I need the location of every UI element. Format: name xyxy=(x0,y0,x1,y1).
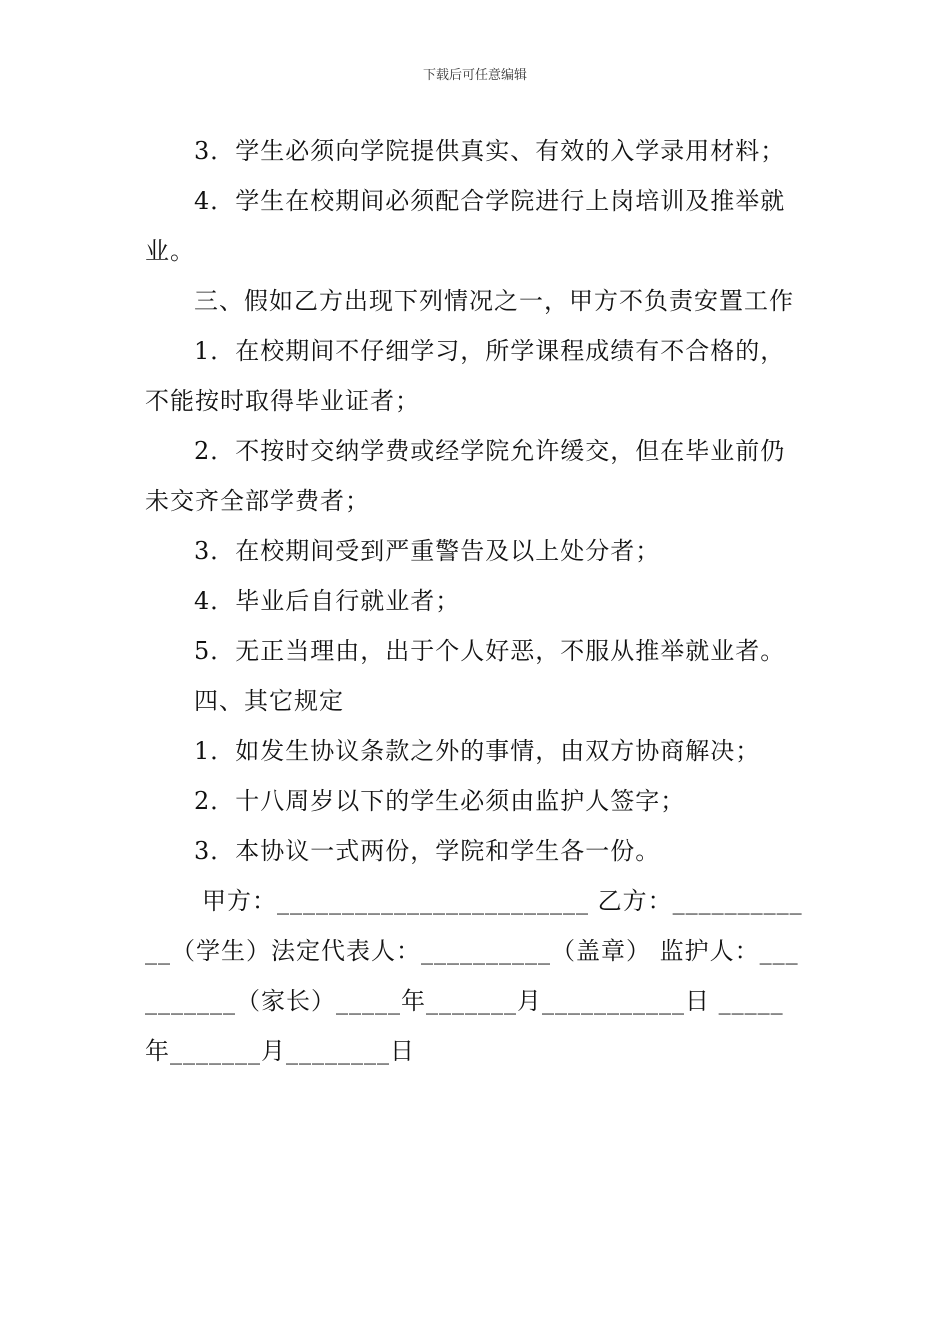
rule-1-negotiation: 1．如发生协议条款之外的事情，由双方协商解决； xyxy=(194,737,761,765)
condition-2-fees: 2．不按时交纳学费或经学院允许缓交，但在毕业前仍未交齐全部学费者； xyxy=(145,437,786,515)
rule-2-guardian: 2．十八周岁以下的学生必须由监护人签字； xyxy=(194,787,686,815)
rule-3-copies: 3．本协议一式两份，学院和学生各一份。 xyxy=(194,837,661,865)
section-3-heading: 三、假如乙方出现下列情况之一，甲方不负责安置工作 xyxy=(194,287,794,315)
clause-3-materials: 3．学生必须向学院提供真实、有效的入学录用材料； xyxy=(194,137,786,165)
page-header: 下载后可任意编辑 xyxy=(422,68,527,83)
condition-5-refusal: 5．无正当理由，出于个人好恶，不服从推举就业者。 xyxy=(194,637,786,665)
condition-4-self-employment: 4．毕业后自行就业者； xyxy=(194,587,461,615)
document-body xyxy=(145,126,807,1076)
section-4-heading: 四、其它规定 xyxy=(194,687,344,715)
condition-1-study: 1．在校期间不仔细学习，所学课程成绩有不合格的，不能按时取得毕业证者； xyxy=(145,337,786,415)
clause-4-training: 4．学生在校期间必须配合学院进行上岗培训及推举就业。 xyxy=(145,187,786,265)
condition-3-discipline: 3．在校期间受到严重警告及以上处分者； xyxy=(194,537,661,565)
signature-block: 甲方：________________________ 乙方：____________（学生）法定代表人：__________（盖章） 监护人：__________（家长）_____年_______月___________日 _____年_______月________日 xyxy=(145,887,803,1065)
